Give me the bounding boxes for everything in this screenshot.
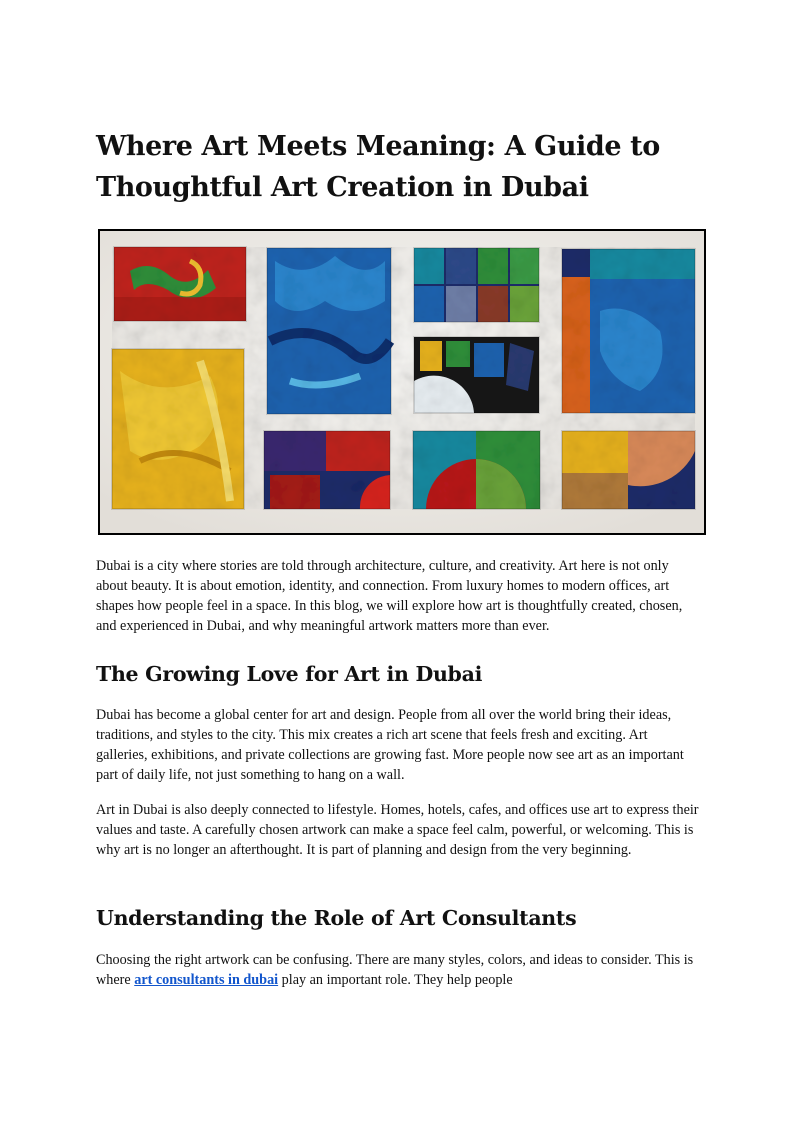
intro-paragraph: Dubai is a city where stories are told through architecture, culture, and creativity. Art here is not only about beauty. It is about emotion, identity, and connection. From luxury homes to modern offices, art shapes how people feel in a space. In this blog, we will explore how art is thoughtfully created, chosen, and experienced in Dubai, and why meaningful artwork matters more than ever. [96,558,683,634]
painting-color-grid [414,248,539,322]
painting-red-abstract [114,247,246,321]
section-heading-art-consultants: Understanding the Role of Art Consultants [96,906,577,930]
painting-yellow-navy [562,431,695,509]
painting-blue-tall [267,248,391,414]
section-1-paragraph-2: Art in Dubai is also deeply connected to lifestyle. Homes, hotels, cafes, and offices use art to express their values and taste. A carefully chosen artwork can make a space feel calm, powerful, or welcoming. This is why art is no longer an afterthought. It is part of planning and design from the very beginning. [96,802,699,858]
painting-yellow-abstract [112,349,244,509]
art-consultants-link[interactable]: art consultants in dubai [134,971,279,988]
paragraph-text-after-link: play an important role. They help people [278,971,513,988]
section-1-paragraph-1: Dubai has become a global center for art and design. People from all over the world bring their ideas, traditions, and styles to the city. This mix creates a rich art scene that feels fresh and exciting. Art galleries, exhibitions, and private collections are growing fast. More people now see art as an important part of daily life, not just something to hang on a wall. [96,707,684,783]
section-2-paragraph-1 [96,951,702,991]
gallery-wall-painting-image [100,231,704,533]
paragraph-text-before-link: Choosing the right artwork can be confusing. There are many styles, colors, and ideas to consider. This is where [96,952,694,988]
painting-blue-orange-tall [562,249,695,413]
section-heading-growing-love: The Growing Love for Art in Dubai [96,662,483,686]
hero-image [98,229,706,535]
painting-red-navy [264,431,390,509]
painting-teal-semicircle [413,431,540,509]
article-title: Where Art Meets Meaning: A Guide to Thoughtful Art Creation in Dubai [96,131,660,203]
painting-dark-geometric [414,337,539,413]
